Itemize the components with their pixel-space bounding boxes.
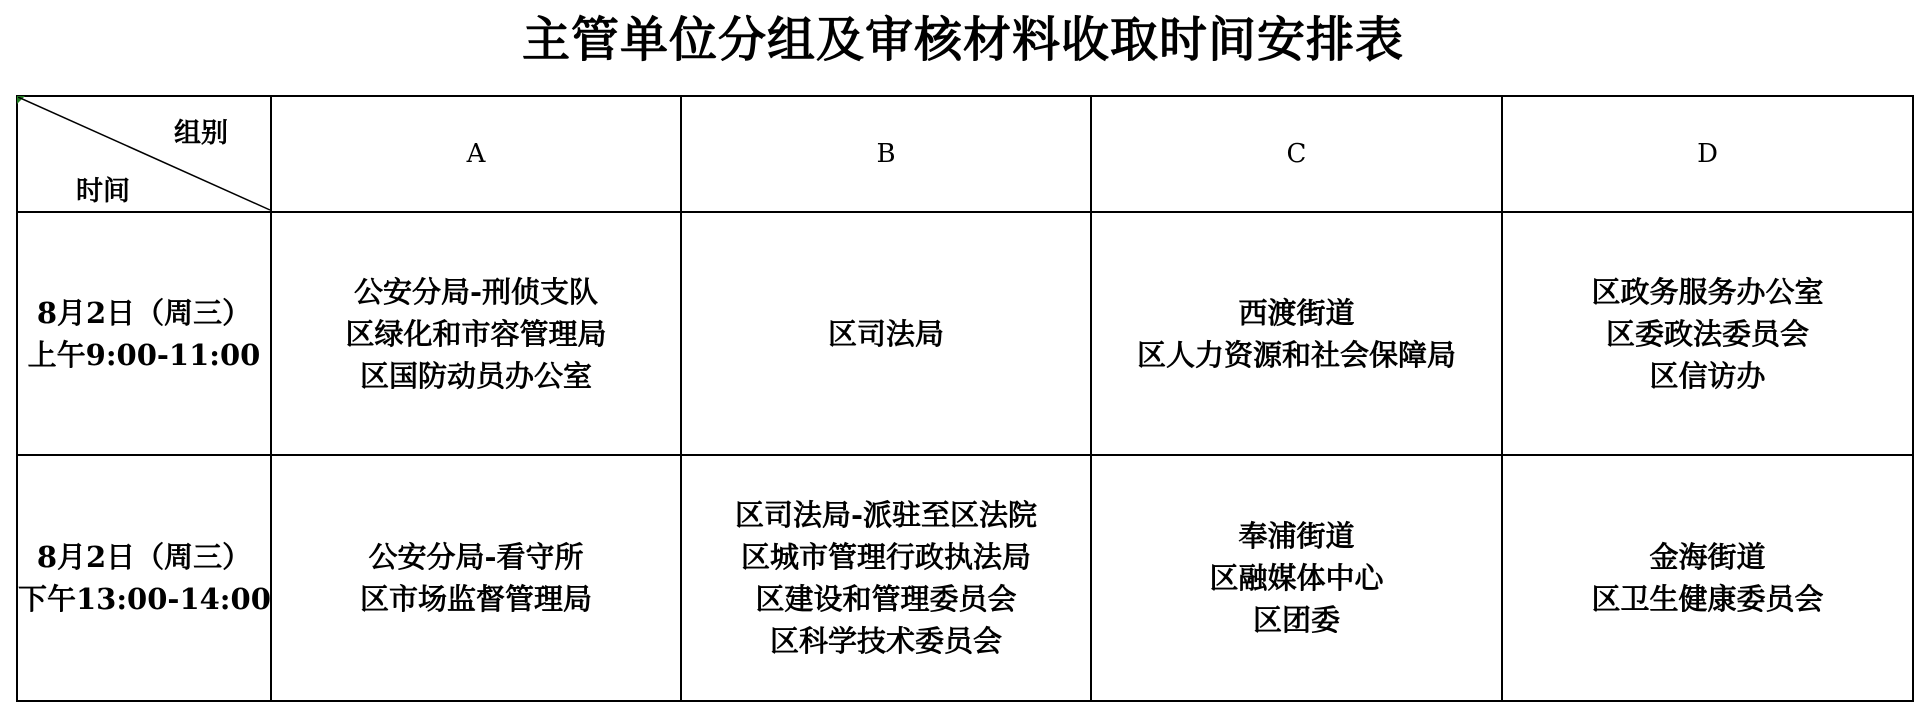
corner-time-label: 时间 [76,176,130,207]
unit-name: 区政务服务办公室 [1591,274,1824,309]
header-row [17,96,1913,212]
unit-name: 区司法局 [827,316,944,351]
unit-name: 区科学技术委员会 [769,624,1002,658]
unit-name: 区市场监督管理局 [359,582,592,616]
unit-name: 区卫生健康委员会 [1591,582,1824,616]
unit-name: 区人力资源和社会保障局 [1136,337,1456,372]
unit-name: 区信访办 [1649,358,1766,393]
group-c-cell [1091,455,1502,701]
unit-name: 公安分局-看守所 [368,540,584,574]
group-d-cell [1502,212,1913,455]
unit-name: 金海街道 [1649,540,1766,574]
time-range: 下午13:00-14:00 [18,582,271,616]
column-header-d: D [1502,96,1913,212]
unit-name: 公安分局-刑侦支队 [353,274,599,309]
unit-name: 区城市管理行政执法局 [740,540,1031,574]
corner-group-label: 组别 [174,118,228,149]
group-b-cell [681,455,1091,701]
corner-header-cell [17,96,271,212]
schedule-table [16,95,1914,702]
unit-name: 区委政法委员会 [1605,316,1809,351]
unit-name: 区团委 [1252,603,1340,637]
column-header-a: A [271,96,681,212]
table-row [17,455,1913,701]
unit-name: 奉浦街道 [1238,519,1355,553]
time-cell [17,455,271,701]
time-date: 8月2日（周三） [36,540,252,574]
time-date: 8月2日（周三） [36,295,252,330]
group-d-cell [1502,455,1913,701]
unit-name: 区司法局-派驻至区法院 [734,498,1038,532]
time-cell [17,212,271,455]
diagonal-divider [18,97,272,211]
unit-name: 区建设和管理委员会 [755,582,1017,616]
table-row [17,212,1913,455]
time-range: 上午9:00-11:00 [27,337,261,372]
group-b-cell [681,212,1091,455]
unit-name: 区国防动员办公室 [359,358,592,393]
group-c-cell [1091,212,1502,455]
unit-name: 区融媒体中心 [1209,561,1384,595]
column-header-b: B [681,96,1091,212]
column-header-c: C [1091,96,1502,212]
group-a-cell [271,212,681,455]
page-title: 主管单位分组及审核材料收取时间安排表 [521,12,1404,68]
unit-name: 西渡街道 [1238,295,1355,330]
group-a-cell [271,455,681,701]
unit-name: 区绿化和市容管理局 [345,316,607,351]
